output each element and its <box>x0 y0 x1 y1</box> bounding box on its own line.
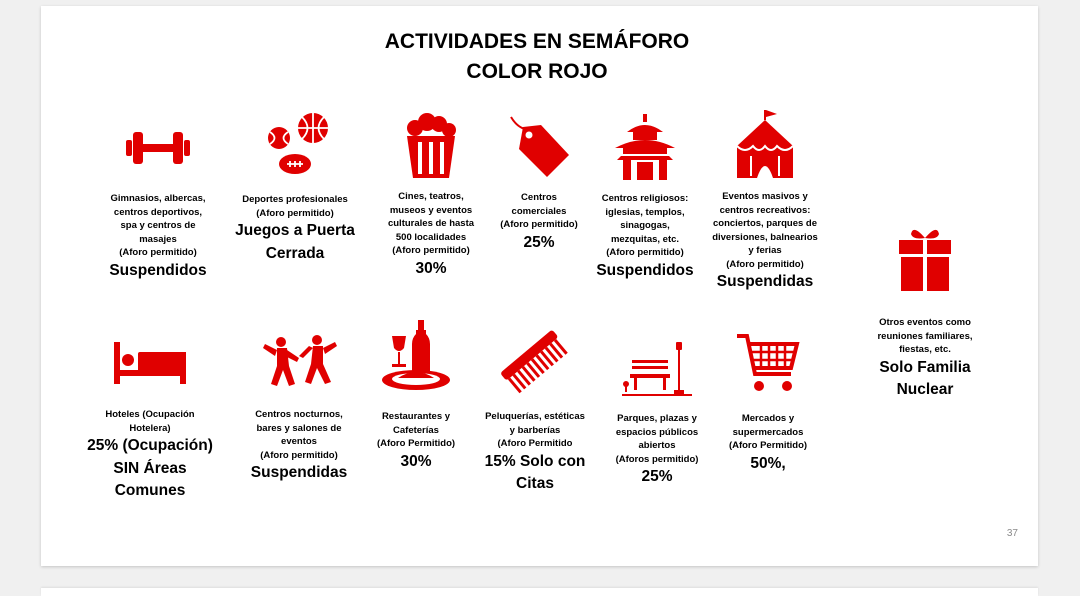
title-line-1: ACTIVIDADES EN SEMÁFORO <box>384 30 690 53</box>
slide-title <box>380 27 694 87</box>
restaurant-icon <box>380 318 452 392</box>
card-desc-line: Deportes profesionales <box>242 194 348 205</box>
card-desc-line: diversiones, balnearios <box>712 231 818 243</box>
card-desc-line: Gimnasios, albercas, <box>110 193 206 204</box>
card-status: Comunes <box>114 482 186 499</box>
circus-tent-icon <box>733 108 797 182</box>
card-parques <box>606 334 708 489</box>
card-desc-line: conciertos, parques de <box>712 218 817 229</box>
card-status: Cerrada <box>265 244 325 262</box>
card-otros-eventos <box>860 224 990 402</box>
card-desc-line: (Aforo permitido) <box>260 449 338 461</box>
card-status: 25% (Ocupación) <box>87 437 213 454</box>
card-desc-line: (Aforo Permitido) <box>728 440 808 451</box>
card-desc-line: eventos <box>281 436 317 447</box>
temple-icon <box>613 114 677 182</box>
card-desc-line: iglesias, templos, <box>605 206 685 218</box>
card-status: Citas <box>516 475 554 492</box>
card-status: 15% Solo con <box>484 452 586 470</box>
card-desc-line: centros deportivos, <box>113 206 203 218</box>
bed-icon <box>112 338 188 386</box>
card-desc-line: (Aforo permitido) <box>726 258 804 270</box>
card-desc-line: spa y centros de <box>120 220 196 231</box>
card-desc-line: Centros religiosos: <box>601 193 689 204</box>
card-status: Suspendidas <box>250 464 348 481</box>
card-restaurantes <box>365 318 467 473</box>
shopping-cart-icon <box>735 330 801 396</box>
card-desc-line: sinagogas, <box>620 220 670 231</box>
card-desc-line: reuniones familiares, <box>877 330 973 342</box>
card-desc-line: Mercados y <box>741 413 795 424</box>
card-deportes <box>227 108 363 265</box>
card-status: Juegos a Puerta <box>235 222 355 239</box>
card-desc-line: Hotelera) <box>129 422 171 434</box>
page-number: 37 <box>1006 528 1018 539</box>
card-desc-line: y ferias <box>748 245 782 256</box>
gift-icon <box>895 224 955 296</box>
card-gimnasios <box>100 118 216 282</box>
card-desc-line: (Aforo permitido) <box>500 219 578 230</box>
card-desc-line: centros recreativos: <box>719 204 811 216</box>
card-centros-nocturnos <box>238 334 360 485</box>
card-desc-line: Eventos masivos y <box>722 191 808 202</box>
card-desc-line: Cafeterías <box>393 424 439 436</box>
card-desc-line: (Aforo permitido) <box>392 245 470 256</box>
card-desc-line: Hoteles (Ocupación <box>105 409 195 420</box>
card-status: SIN Áreas <box>113 459 187 477</box>
card-status: Suspendidos <box>109 261 207 279</box>
card-desc-line: Centros <box>521 192 557 203</box>
card-status: 25% <box>641 468 673 485</box>
card-desc-line: (Aforo permitido) <box>256 207 334 219</box>
card-desc-line: (Aforo permitido) <box>119 247 197 258</box>
title-line-2: COLOR ROJO <box>466 60 608 83</box>
card-desc-line: supermercados <box>732 426 804 438</box>
card-desc-line: espacios públicos <box>615 426 699 438</box>
card-status: Solo Familia <box>879 358 971 376</box>
card-desc-line: 500 localidades <box>395 231 467 243</box>
card-hoteles <box>82 338 218 503</box>
card-status: Suspendidas <box>716 273 814 290</box>
card-desc-line: (Aforos permitido) <box>615 453 699 465</box>
card-centros-comerciales <box>493 115 585 254</box>
card-desc-line: Centros nocturnos, <box>255 409 343 420</box>
comb-icon <box>497 330 573 394</box>
card-centros-religiosos <box>589 114 701 282</box>
card-status: Nuclear <box>896 381 954 398</box>
sports-balls-icon <box>255 108 335 180</box>
card-desc-line: Parques, plazas y <box>617 413 697 424</box>
card-desc-line: Restaurantes y <box>381 411 451 422</box>
next-slide-edge <box>41 588 1038 596</box>
card-status: 50%, <box>750 454 786 472</box>
card-desc-line: (Aforo Permitido <box>497 438 573 449</box>
card-desc-line: fiestas, etc. <box>899 344 951 355</box>
park-bench-icon <box>622 334 692 398</box>
card-desc-line: museos y eventos <box>389 204 473 216</box>
card-desc-line: comerciales <box>511 205 567 217</box>
card-desc-line: abiertos <box>638 440 676 451</box>
card-eventos-masivos <box>703 108 827 294</box>
card-desc-line: (Aforo permitido) <box>606 247 684 258</box>
popcorn-icon <box>401 112 461 180</box>
card-status: 30% <box>400 452 432 470</box>
card-status: 25% <box>523 233 555 251</box>
card-desc-line: Cines, teatros, <box>398 191 464 202</box>
price-tag-icon <box>507 115 571 181</box>
card-status: 30% <box>415 259 447 277</box>
card-desc-line: bares y salones de <box>256 422 342 434</box>
card-desc-line: Peluquerías, estéticas <box>485 411 585 422</box>
card-status: Suspendidos <box>596 261 694 279</box>
card-cines <box>375 112 487 280</box>
card-desc-line: masajes <box>139 233 177 245</box>
dumbbell-icon <box>118 118 198 178</box>
card-desc-line: (Aforo Permitido) <box>376 438 456 449</box>
card-desc-line: culturales de hasta <box>387 218 475 229</box>
card-mercados <box>718 330 818 475</box>
card-desc-line: y barberías <box>509 424 561 436</box>
dancers-icon <box>261 334 337 394</box>
card-desc-line: Otros eventos como <box>879 317 971 328</box>
card-desc-line: mezquitas, etc. <box>610 233 680 245</box>
card-peluquerias <box>474 330 596 496</box>
